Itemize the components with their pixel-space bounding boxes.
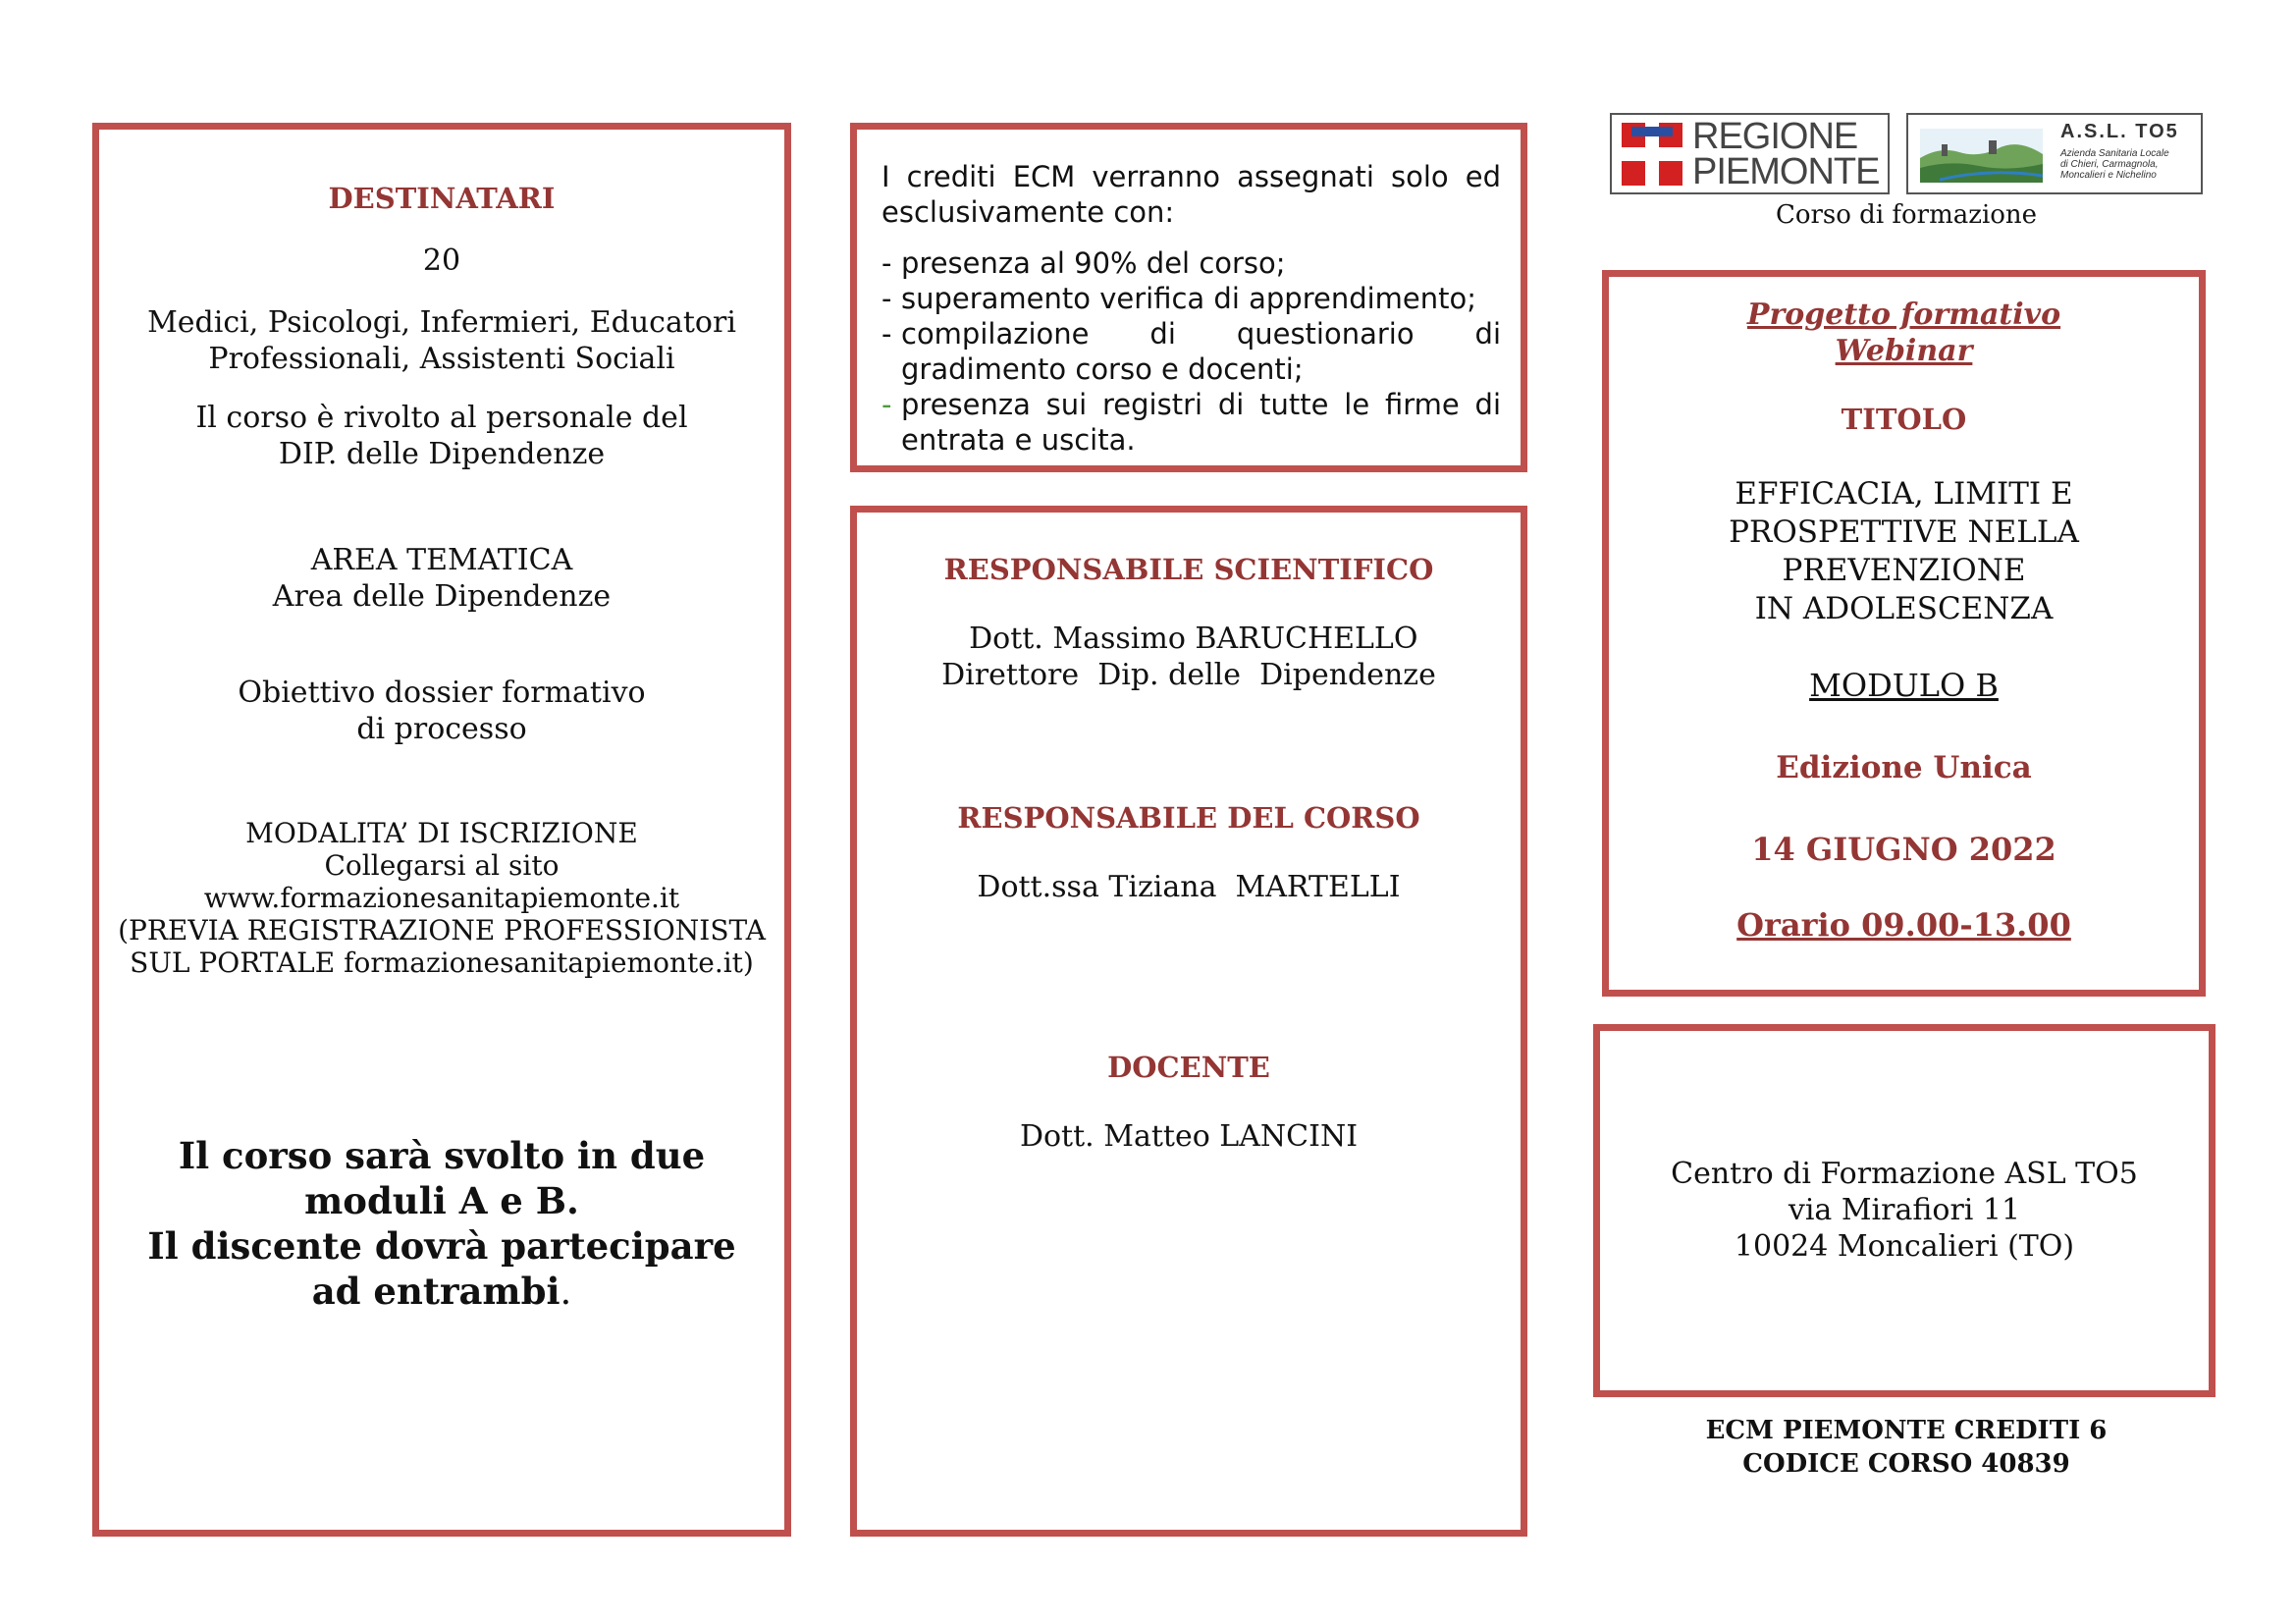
sede-panel bbox=[1593, 1024, 2216, 1397]
course-note bbox=[99, 1133, 784, 1315]
regione-logo-text: REGIONE PIEMONTE bbox=[1692, 116, 1880, 192]
course-title bbox=[1609, 475, 2199, 628]
modulo-label: MODULO B bbox=[1809, 667, 1999, 704]
address-line: 10024 Moncalieri (TO) bbox=[1734, 1229, 2075, 1264]
list-item: - presenza al 90% del corso; bbox=[881, 245, 1501, 281]
title-line: PROSPETTIVE NELLA bbox=[1729, 514, 2079, 550]
course-date: 14 GIUGNO 2022 bbox=[1751, 831, 2056, 868]
asl-logo-subtitle: Azienda Sanitaria Locale di Chieri, Carmagnola, Moncalieri e Nichelino bbox=[2060, 148, 2169, 181]
title-line: PREVENZIONE bbox=[1782, 553, 2026, 588]
sede-address bbox=[1600, 1156, 2209, 1265]
responsabile-corso: Dott.ssa Tiziana MARTELLI bbox=[977, 870, 1401, 904]
edizione-label: Edizione Unica bbox=[1776, 750, 2032, 785]
destinatari-count: 20 bbox=[422, 243, 461, 278]
destinatari-rivolto bbox=[99, 400, 784, 472]
modalita-line: Collegarsi al sito bbox=[324, 849, 560, 882]
titolo-label: TITOLO bbox=[1841, 403, 1967, 436]
note-line: moduli A e B. bbox=[304, 1179, 579, 1222]
piemonte-flag-icon bbox=[1622, 123, 1682, 186]
list-item: - compilazione di questionario di gradimento corso e docenti; bbox=[881, 316, 1501, 387]
note-line: Il discente dovrà partecipare bbox=[147, 1224, 736, 1268]
scientifico-line: Dott. Massimo BARUCHELLO bbox=[959, 622, 1418, 656]
scientifico-line: Direttore Dip. delle Dipendenze bbox=[941, 658, 1436, 692]
area-line: Area delle Dipendenze bbox=[272, 579, 612, 614]
responsabile-scientifico bbox=[857, 621, 1521, 693]
footer-line: CODICE CORSO 40839 bbox=[1742, 1449, 2070, 1479]
ecm-intro: I crediti ECM verranno assegnati solo ed esclusivamente con: bbox=[881, 160, 1501, 229]
modalita-line: (PREVIA REGISTRAZIONE PROFESSIONISTA bbox=[118, 914, 766, 947]
note-line: Il corso sarà svolto in due bbox=[178, 1134, 706, 1177]
obiettivo-dossier bbox=[99, 675, 784, 747]
title-line: EFFICACIA, LIMITI E bbox=[1735, 476, 2073, 512]
progetto-panel bbox=[1602, 270, 2206, 997]
destinatari-title: DESTINATARI bbox=[328, 182, 556, 215]
responsabile-corso-title: RESPONSABILE DEL CORSO bbox=[957, 801, 1420, 835]
asl-logo-name: A.S.L. TO5 bbox=[2060, 121, 2179, 142]
modalita-iscrizione bbox=[99, 817, 784, 979]
note-line bbox=[99, 1269, 784, 1315]
responsabili-panel bbox=[850, 506, 1527, 1537]
modalita-link[interactable]: www.formazionesanitapiemonte.it bbox=[203, 882, 680, 914]
ecm-credits-footer bbox=[1610, 1414, 2203, 1481]
address-line: via Mirafiori 11 bbox=[1788, 1193, 2021, 1227]
progetto-line: Progetto formativo bbox=[1746, 298, 2061, 332]
obiettivo-line: di processo bbox=[356, 712, 527, 746]
progetto-line: Webinar bbox=[1835, 334, 1973, 368]
docente-name: Dott. Matteo LANCINI bbox=[1019, 1119, 1359, 1154]
progetto-formativo bbox=[1609, 297, 2199, 369]
modalita-line: SUL PORTALE formazionesanitapiemonte.it) bbox=[130, 947, 754, 979]
landscape-icon bbox=[1920, 129, 2043, 183]
title-line: IN ADOLESCENZA bbox=[1754, 591, 2054, 626]
course-time: Orario 09.00-13.00 bbox=[1736, 906, 2071, 944]
modalita-line: MODALITA’ DI ISCRIZIONE bbox=[245, 817, 638, 849]
note-period: . bbox=[560, 1271, 572, 1313]
rivolto-line: DIP. delle Dipendenze bbox=[278, 437, 606, 471]
note-text: ad entrambi bbox=[311, 1270, 561, 1313]
targets-line: Medici, Psicologi, Infermieri, Educatori bbox=[147, 305, 736, 340]
asl-to5-logo bbox=[1906, 113, 2203, 194]
destinatari-targets bbox=[99, 304, 784, 377]
area-tematica bbox=[99, 542, 784, 615]
ecm-requirements-list bbox=[881, 245, 1501, 458]
footer-line: ECM PIEMONTE CREDITI 6 bbox=[1705, 1416, 2108, 1445]
ecm-requirements-panel bbox=[850, 123, 1527, 472]
rivolto-line: Il corso è rivolto al personale del bbox=[195, 401, 688, 435]
obiettivo-line: Obiettivo dossier formativo bbox=[238, 676, 646, 710]
area-line: AREA TEMATICA bbox=[310, 543, 573, 577]
responsabile-scientifico-title: RESPONSABILE SCIENTIFICO bbox=[943, 553, 1434, 586]
regione-piemonte-logo bbox=[1610, 113, 1890, 194]
docente-title: DOCENTE bbox=[1107, 1051, 1270, 1084]
targets-line: Professionali, Assistenti Sociali bbox=[208, 342, 675, 376]
list-item: - presenza sui registri di tutte le firme di entrata e uscita. bbox=[881, 387, 1501, 458]
list-item: - superamento verifica di apprendimento; bbox=[881, 281, 1501, 316]
destinatari-panel bbox=[92, 123, 791, 1537]
corso-label: Corso di formazione bbox=[1775, 200, 2038, 230]
address-line: Centro di Formazione ASL TO5 bbox=[1671, 1157, 2138, 1191]
